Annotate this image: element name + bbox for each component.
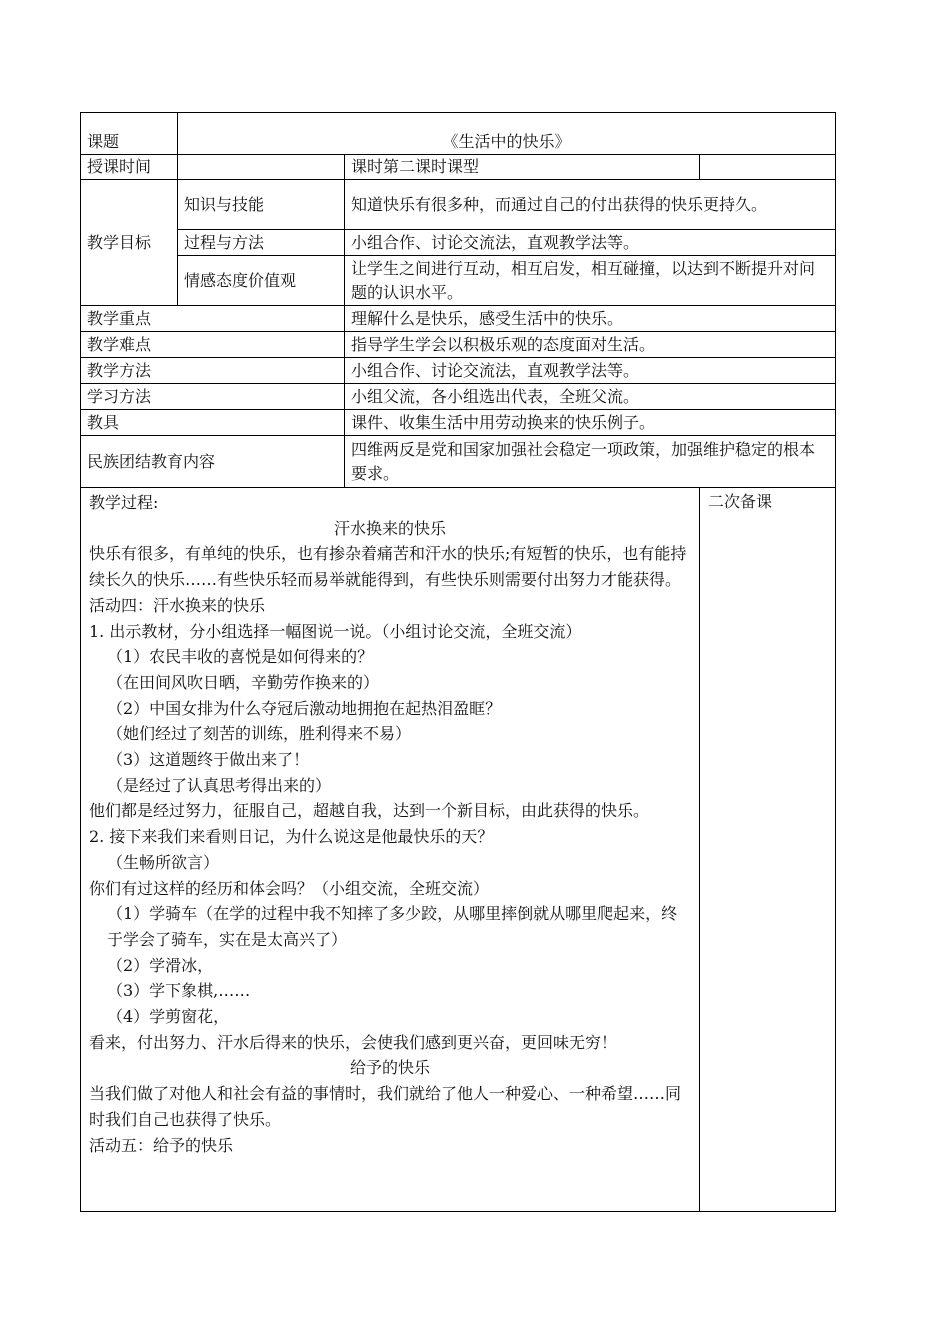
lesson-plan-sheet (80, 112, 835, 1212)
teaching-process-cell (81, 488, 700, 1212)
step-one: 1. 出示教材，分小组选择一幅图说一说。（小组讨论交流，全班交流） (89, 621, 582, 641)
learning-method-label: 学习方法 (81, 384, 345, 410)
row-teaching-method (81, 358, 836, 384)
row-learning-method (81, 384, 836, 410)
process-row (81, 488, 836, 1212)
goal-row-process (81, 230, 836, 256)
row-teaching-aids (81, 410, 836, 436)
answer-three: （是经过了认真思考得出来的） (107, 775, 332, 795)
goal-label-process: 过程与方法 (178, 230, 345, 256)
topic-row (81, 113, 836, 155)
teaching-aids-label: 教具 (81, 410, 345, 436)
experience-question: 你们有过这样的经历和体会吗？（小组交流，全班交流） (89, 878, 490, 898)
question-one: （1）农民丰收的喜悦是如何得来的？ (107, 647, 374, 667)
learning-method-value: 小组父流，各小组选出代表，全班父流。 (345, 384, 836, 410)
activity-four-heading: 活动四：汗水换来的快乐 (89, 595, 266, 615)
giving-paragraph: 当我们做了对他人和社会有益的事情时，我们就给了他人一种爱心、一种希望……同时我们自己也获得了快乐。 (89, 1084, 682, 1129)
goal-label-emotion: 情感态度价值观 (178, 256, 345, 306)
process-subtitle-two: 给予的快乐 (349, 1058, 430, 1078)
topic-value: 《生活中的快乐》 (178, 113, 836, 155)
goal-row-emotion (81, 256, 836, 306)
example-three: （3）学下象棋,…… (107, 981, 251, 1001)
topic-label: 课题 (81, 113, 178, 155)
goal-label-knowledge: 知识与技能 (178, 180, 345, 230)
row-difficulties (81, 332, 836, 358)
second-preparation-cell (700, 488, 836, 1212)
lesson-plan-table (80, 112, 836, 1212)
process-intro-paragraph: 快乐有很多，有单纯的快乐，也有掺杂着痛苦和汗水的快乐;有短暂的快乐，也有能持续长久的快乐……有些快乐轻而易举就能得到，有些快乐则需要付出努力才能获得。 (89, 544, 687, 590)
process-heading: 教学过程: (89, 493, 159, 512)
row-key-points (81, 306, 836, 332)
conclusion-paragraph: 看来，付出努力、汗水后得来的快乐，会使我们感到更兴奋，更回味无穷！ (89, 1032, 618, 1052)
time-value: 课时第二课时课型 (345, 155, 700, 180)
time-label: 授课时间 (81, 155, 178, 180)
key-points-value: 理解什么是快乐，感受生活中的快乐。 (345, 306, 836, 332)
difficulties-label: 教学难点 (81, 332, 345, 358)
question-two: （2）中国女排为什么夺冠后激动地拥抱在起热泪盈眶？ (107, 698, 502, 718)
goal-value-knowledge: 知道快乐有很多种，而通过自己的付出获得的快乐更持久。 (345, 180, 836, 230)
process-subtitle: 汗水换来的快乐 (333, 518, 446, 538)
row-ethnic-unity (81, 436, 836, 488)
goal-value-process: 小组合作、讨论交流法，直观教学法等。 (345, 230, 836, 256)
ethnic-unity-value: 四维两反是党和国家加强社会稳定一项政策，加强维护稳定的根本要求。 (345, 436, 836, 488)
answer-one: （在田间风吹日晒，辛勤劳作换来的） (107, 672, 380, 692)
goal-value-emotion: 让学生之间进行互动，相互启发，相互碰撞，以达到不断提升对问题的认识水平。 (345, 256, 836, 306)
example-four: （4）学剪窗花， (107, 1007, 230, 1027)
step-two-answer: （生畅所欲言） (107, 852, 220, 872)
time-empty-cell (178, 155, 345, 180)
difficulties-value: 指导学生学会以积极乐观的态度面对生活。 (345, 332, 836, 358)
key-points-label: 教学重点 (81, 306, 345, 332)
goal-row-knowledge (81, 180, 836, 230)
teaching-method-value: 小组合作、讨论交流法，直观教学法等。 (345, 358, 836, 384)
summary-paragraph: 他们都是经过努力，征服自己，超越自我，达到一个新目标，由此获得的快乐。 (89, 801, 650, 821)
example-two: （2）学滑冰， (107, 955, 214, 975)
activity-five-heading: 活动五：给予的快乐 (89, 1135, 234, 1155)
answer-two: （她们经过了刻苦的训练，胜利得来不易） (107, 724, 412, 744)
ethnic-unity-label: 民族团结教育内容 (81, 436, 345, 488)
goals-label: 教学目标 (81, 180, 178, 306)
second-preparation-label: 二次备课 (708, 492, 773, 511)
time-type-cell (700, 155, 836, 180)
teaching-method-label: 教学方法 (81, 358, 345, 384)
time-row (81, 155, 836, 180)
example-one: （1）学骑车（在学的过程中我不知摔了多少跤，从哪里摔倒就从哪里爬起来，终于学会了骑车，实在是太高兴了） (107, 904, 678, 949)
teaching-aids-value: 课件、收集生活中用劳动换来的快乐例子。 (345, 410, 836, 436)
question-three: （3）这道题终于做出来了！ (107, 750, 310, 770)
step-two: 2. 接下来我们来看则日记，为什么说这是他最快乐的天？ (89, 827, 494, 847)
